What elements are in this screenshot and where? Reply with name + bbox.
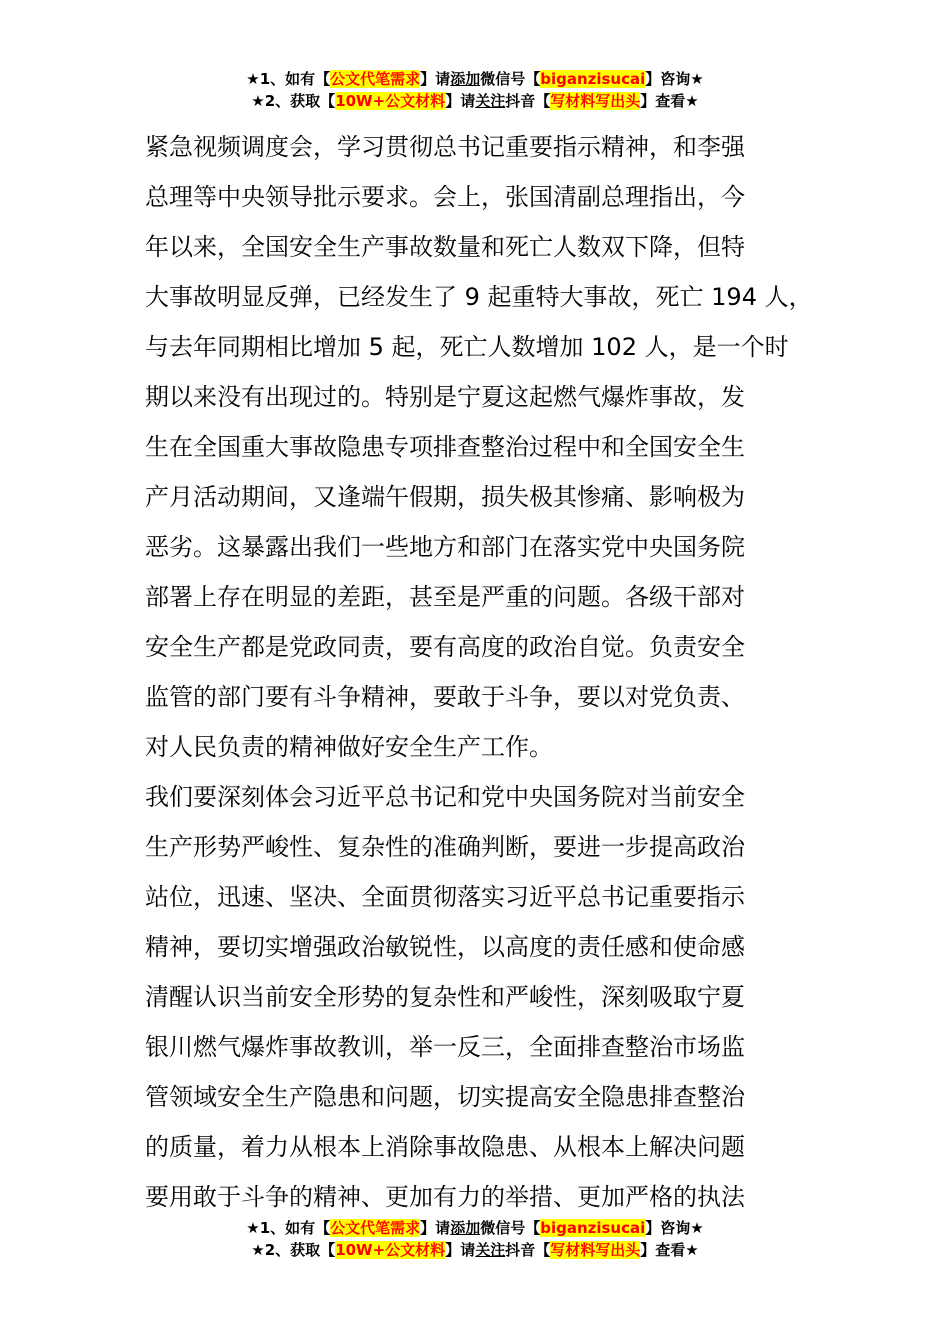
footer-notice bbox=[0, 1217, 950, 1261]
body-line: 紧急视频调度会，学习贯彻总书记重要指示精神，和李强 bbox=[145, 133, 745, 161]
notice-line-2 bbox=[0, 90, 950, 112]
notice-text: 抖音【 bbox=[505, 92, 551, 110]
notice-text: 】查看★ bbox=[640, 1241, 699, 1259]
notice-line-2 bbox=[0, 1239, 950, 1261]
notice-text: 微信号【 bbox=[480, 1219, 541, 1237]
notice-text: ★2、获取【 bbox=[251, 92, 336, 110]
highlight-douyin-account: 写材料写出头 bbox=[550, 92, 641, 110]
body-line: 对人民负责的精神做好安全生产工作。 bbox=[145, 733, 553, 761]
body-line: 生产形势严峻性、复杂性的准确判断，要进一步提高政治 bbox=[145, 833, 745, 861]
body-line: 我们要深刻体会习近平总书记和党中央国务院对当前安全 bbox=[145, 783, 745, 811]
body-line: 监管的部门要有斗争精神，要敢于斗争，要以对党负责、 bbox=[145, 683, 745, 711]
highlight-wechat-id: biganzisucai bbox=[540, 1219, 646, 1237]
body-line: 的质量，着力从根本上消除事故隐患、从根本上解决问题 bbox=[145, 1133, 745, 1161]
highlight-materials: 10W+公文材料 bbox=[335, 1241, 446, 1259]
notice-emphasis: 关注 bbox=[475, 1241, 506, 1259]
body-line: 要用敢于斗争的精神、更加有力的举措、更加严格的执法 bbox=[145, 1183, 745, 1211]
notice-line-1 bbox=[0, 68, 950, 90]
highlight-materials: 10W+公文材料 bbox=[335, 92, 446, 110]
body-line: 产月活动期间，又逢端午假期，损失极其惨痛、影响极为 bbox=[145, 483, 745, 511]
highlight-service: 公文代笔需求 bbox=[330, 1219, 421, 1237]
notice-text: 】查看★ bbox=[640, 92, 699, 110]
notice-text: 】咨询★ bbox=[645, 1219, 704, 1237]
notice-text: ★2、获取【 bbox=[251, 1241, 336, 1259]
notice-text: 微信号【 bbox=[480, 70, 541, 88]
notice-emphasis: 关注 bbox=[475, 92, 506, 110]
body-line: 站位，迅速、坚决、全面贯彻落实习近平总书记重要指示 bbox=[145, 883, 745, 911]
body-line: 与去年同期相比增加 5 起，死亡人数增加 102 人，是一个时 bbox=[145, 333, 789, 361]
body-line: 期以来没有出现过的。特别是宁夏这起燃气爆炸事故，发 bbox=[145, 383, 745, 411]
highlight-douyin-account: 写材料写出头 bbox=[550, 1241, 641, 1259]
body-line: 总理等中央领导批示要求。会上，张国清副总理指出，今 bbox=[145, 183, 745, 211]
notice-text: 】请 bbox=[420, 70, 451, 88]
body-line: 部署上存在明显的差距，甚至是严重的问题。各级干部对 bbox=[145, 583, 745, 611]
body-line: 大事故明显反弹，已经发生了 9 起重特大事故，死亡 194 人， bbox=[145, 283, 813, 311]
highlight-service: 公文代笔需求 bbox=[330, 70, 421, 88]
notice-line-1 bbox=[0, 1217, 950, 1239]
document-body bbox=[145, 122, 815, 1222]
notice-text: 抖音【 bbox=[505, 1241, 551, 1259]
body-line: 恶劣。这暴露出我们一些地方和部门在落实党中央国务院 bbox=[145, 533, 745, 561]
body-line: 精神，要切实增强政治敏锐性，以高度的责任感和使命感 bbox=[145, 933, 745, 961]
notice-text: 】咨询★ bbox=[645, 70, 704, 88]
body-line: 银川燃气爆炸事故教训，举一反三，全面排查整治市场监 bbox=[145, 1033, 745, 1061]
notice-text: ★1、如有【 bbox=[246, 1219, 331, 1237]
body-line: 生在全国重大事故隐患专项排查整治过程中和全国安全生 bbox=[145, 433, 745, 461]
notice-text: 】请 bbox=[420, 1219, 451, 1237]
body-line: 安全生产都是党政同责，要有高度的政治自觉。负责安全 bbox=[145, 633, 745, 661]
notice-emphasis: 添加 bbox=[450, 1219, 481, 1237]
header-notice bbox=[0, 68, 950, 112]
highlight-wechat-id: biganzisucai bbox=[540, 70, 646, 88]
notice-text: 】请 bbox=[445, 1241, 476, 1259]
notice-text: ★1、如有【 bbox=[246, 70, 331, 88]
body-line: 年以来，全国安全生产事故数量和死亡人数双下降，但特 bbox=[145, 233, 745, 261]
body-line: 管领域安全生产隐患和问题，切实提高安全隐患排查整治 bbox=[145, 1083, 745, 1111]
notice-text: 】请 bbox=[445, 92, 476, 110]
body-line: 清醒认识当前安全形势的复杂性和严峻性，深刻吸取宁夏 bbox=[145, 983, 745, 1011]
notice-emphasis: 添加 bbox=[450, 70, 481, 88]
